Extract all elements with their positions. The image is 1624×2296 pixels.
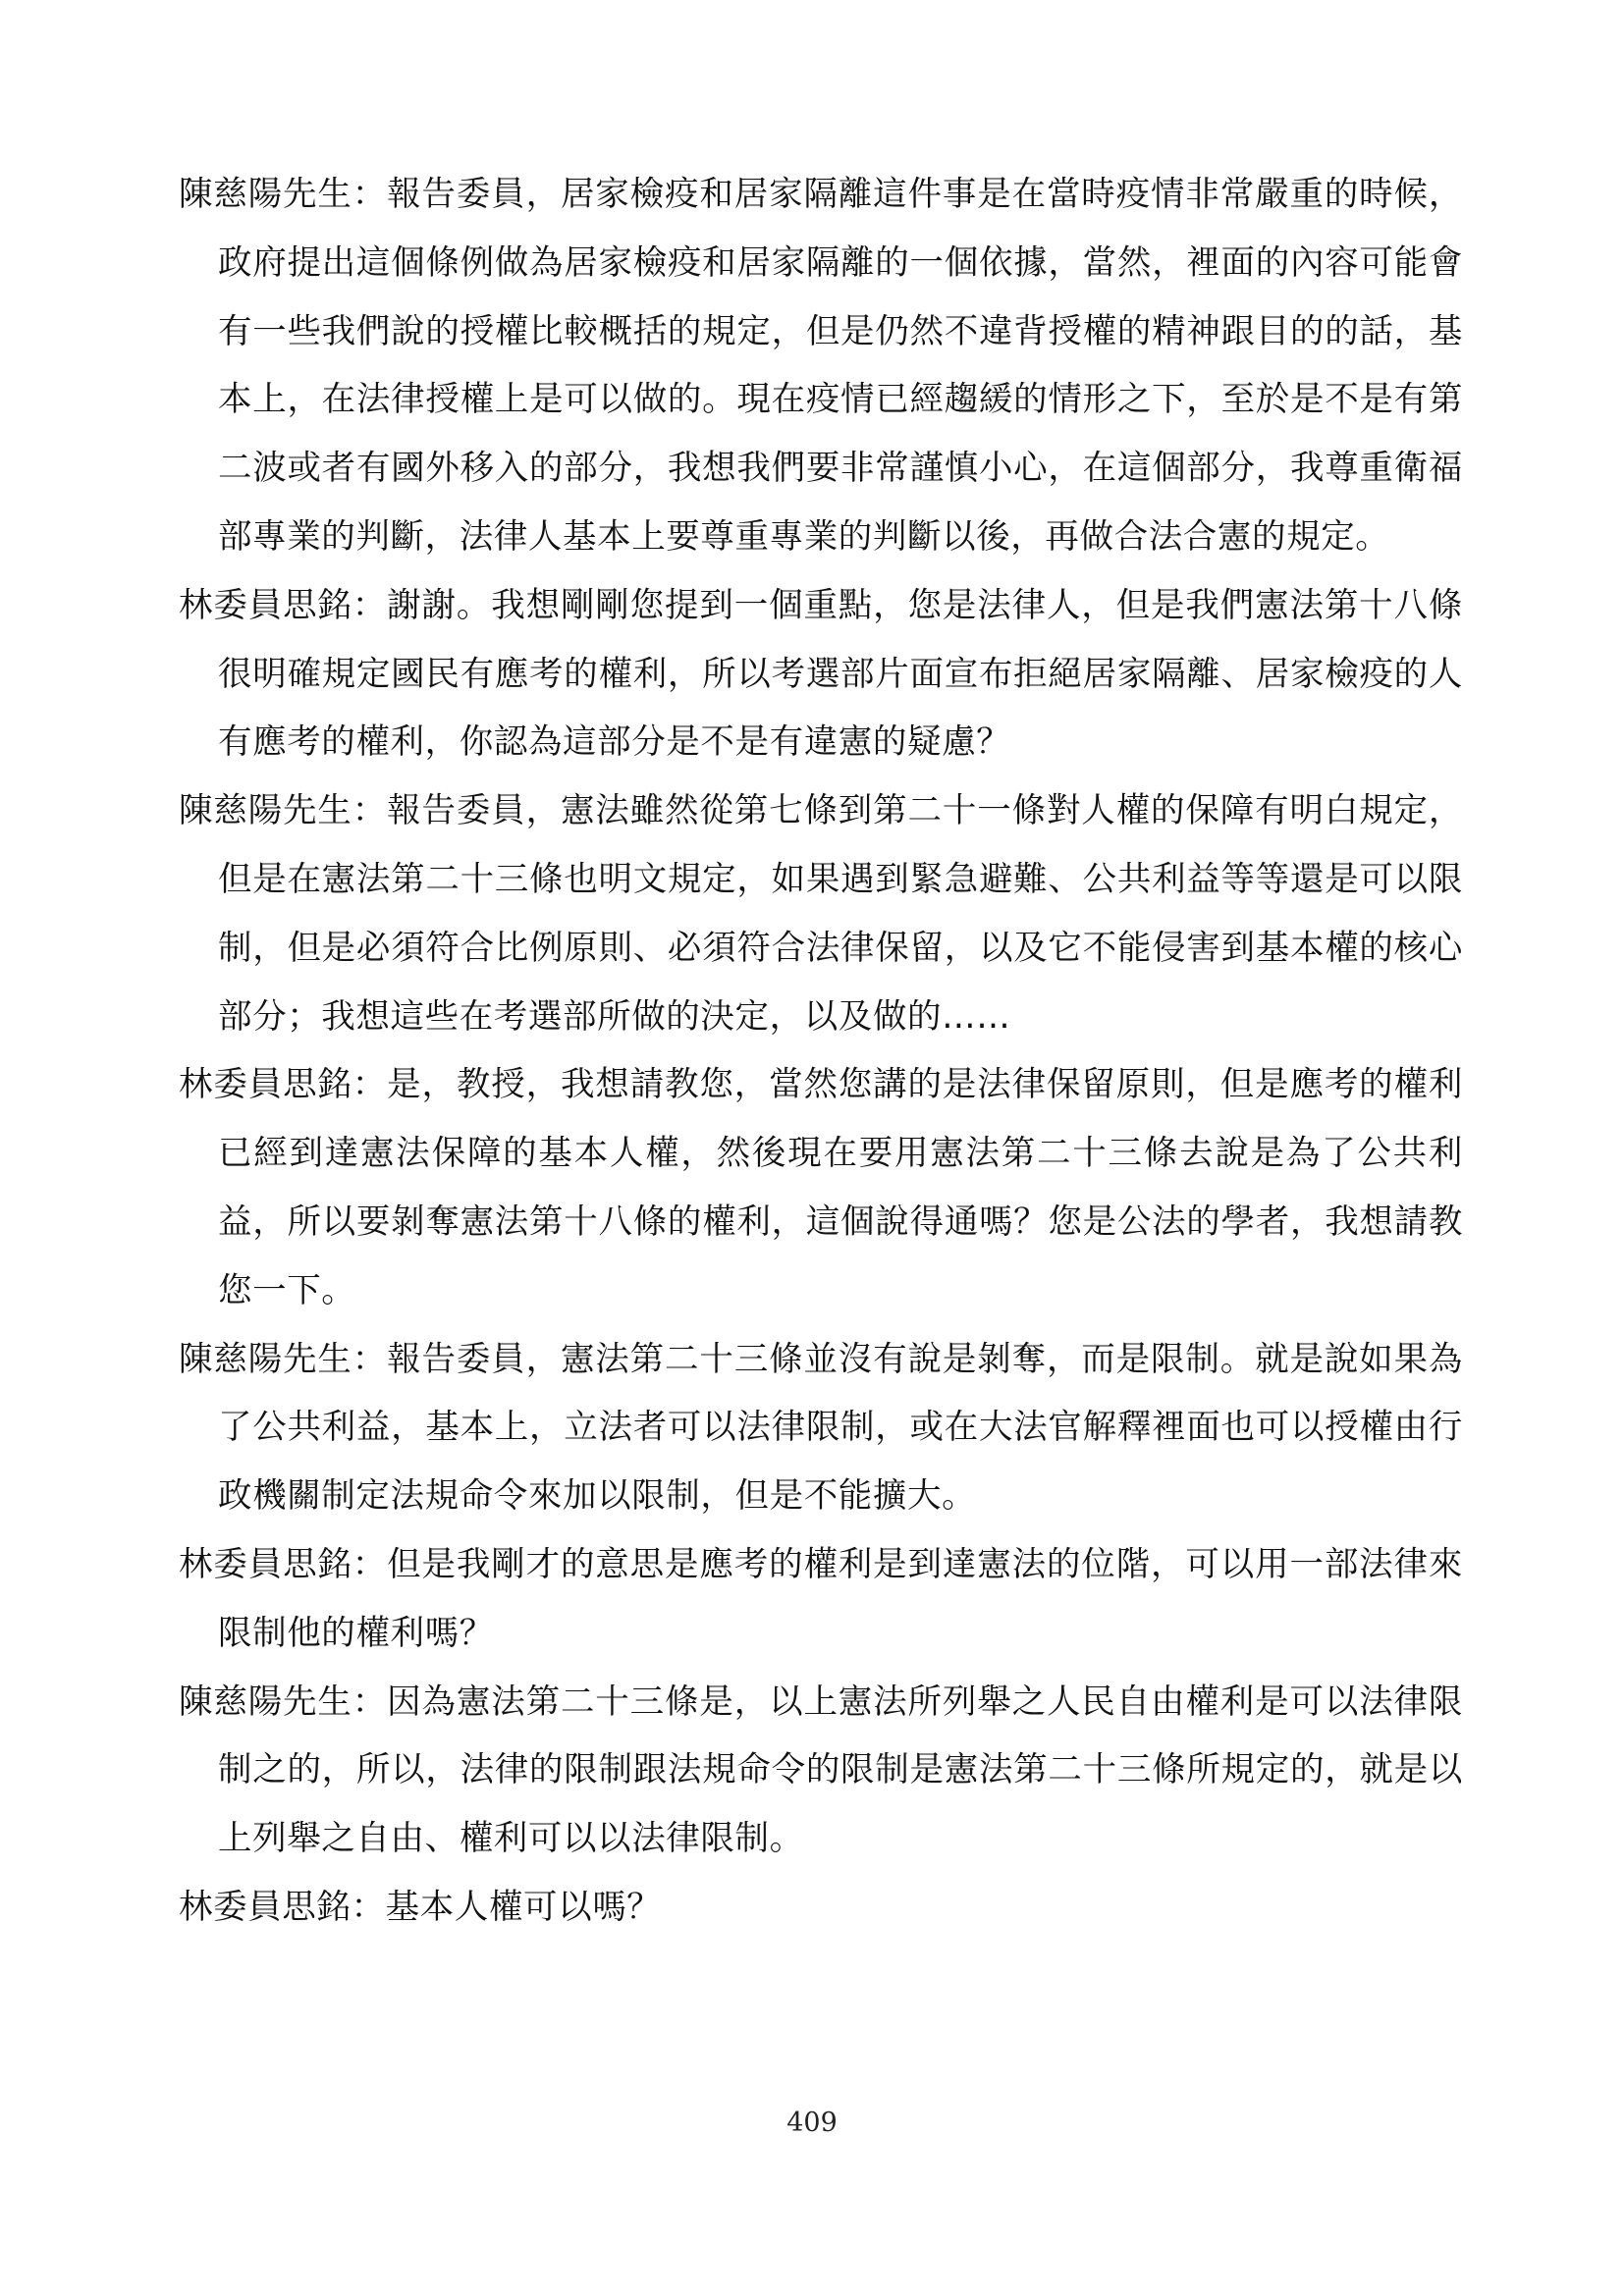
speaker-name: 陳慈陽先生： [179, 1682, 388, 1722]
transcript-entry [179, 1051, 1463, 1325]
speech-text: 因為憲法第二十三條是，以上憲法所列舉之人民自由權利是可以法律限制之的，所以，法律的限制跟法規命令的限制是憲法第二十三條所規定的，就是以上列舉之自由、權利可以以法律限制。 [218, 1682, 1463, 1859]
transcript-entry [179, 1874, 1463, 1943]
speaker-name: 陳慈陽先生： [179, 791, 388, 831]
speech-text: 報告委員，憲法第二十三條並沒有說是剝奪，而是限制。就是說如果為了公共利益，基本上，立法者可以法律限制，或在大法官解釋裡面也可以授權由行政機關制定法規命令來加以限制，但是不能擴大。 [218, 1339, 1463, 1517]
transcript-entry [179, 1326, 1463, 1531]
speaker-name: 林委員思銘： [179, 1887, 386, 1927]
speaker-name: 林委員思銘： [179, 585, 388, 625]
transcript-body [179, 161, 1463, 1943]
speech-text: 謝謝。我想剛剛您提到一個重點，您是法律人，但是我們憲法第十八條很明確規定國民有應考的權利，所以考選部片面宣布拒絕居家隔離、居家檢疫的人有應考的權利，你認為這部分是不是有違憲的疑慮？ [218, 585, 1463, 763]
speech-text: 報告委員，憲法雖然從第七條到第二十一條對人權的保障有明白規定，但是在憲法第二十三條也明文規定，如果遇到緊急避難、公共利益等等還是可以限制，但是必須符合比例原則、必須符合法律保留，以及它不能侵害到基本權的核心部分；我想這些在考選部所做的決定，以及做的…… [218, 791, 1463, 1037]
transcript-entry [179, 161, 1463, 572]
speaker-name: 陳慈陽先生： [179, 175, 388, 214]
transcript-entry [179, 572, 1463, 777]
speech-text: 基本人權可以嗎？ [385, 1887, 662, 1927]
transcript-entry [179, 777, 1463, 1051]
transcript-entry [179, 1531, 1463, 1669]
speech-text: 是，教授，我想請教您，當然您講的是法律保留原則，但是應考的權利已經到達憲法保障的基本人權，然後現在要用憲法第二十三條去說是為了公共利益，所以要剝奪憲法第十八條的權利，這個說得通嗎？您是公法的學者，我想請教您一下。 [218, 1065, 1463, 1310]
speech-text: 報告委員，居家檢疫和居家隔離這件事是在當時疫情非常嚴重的時候，政府提出這個條例做為居家檢疫和居家隔離的一個依據，當然，裡面的內容可能會有一些我們說的授權比較概括的規定，但是仍然不違背授權的精神跟目的的話，基本上，在法律授權上是可以做的。現在疫情已經趨緩的情形之下，至於是不是有第二波或者有國外移入的部分，我想我們要非常謹慎小心，在這個部分，我尊重衛福部專業的判斷，法律人基本上要尊重專業的判斷以後，再做合法合憲的規定。 [218, 175, 1463, 557]
speaker-name: 林委員思銘： [179, 1065, 388, 1105]
speaker-name: 陳慈陽先生： [179, 1339, 388, 1379]
transcript-entry [179, 1669, 1463, 1874]
page-number: 409 [786, 2108, 838, 2138]
speaker-name: 林委員思銘： [179, 1544, 388, 1584]
speech-text: 但是我剛才的意思是應考的權利是到達憲法的位階，可以用一部法律來限制他的權利嗎？ [218, 1544, 1463, 1653]
